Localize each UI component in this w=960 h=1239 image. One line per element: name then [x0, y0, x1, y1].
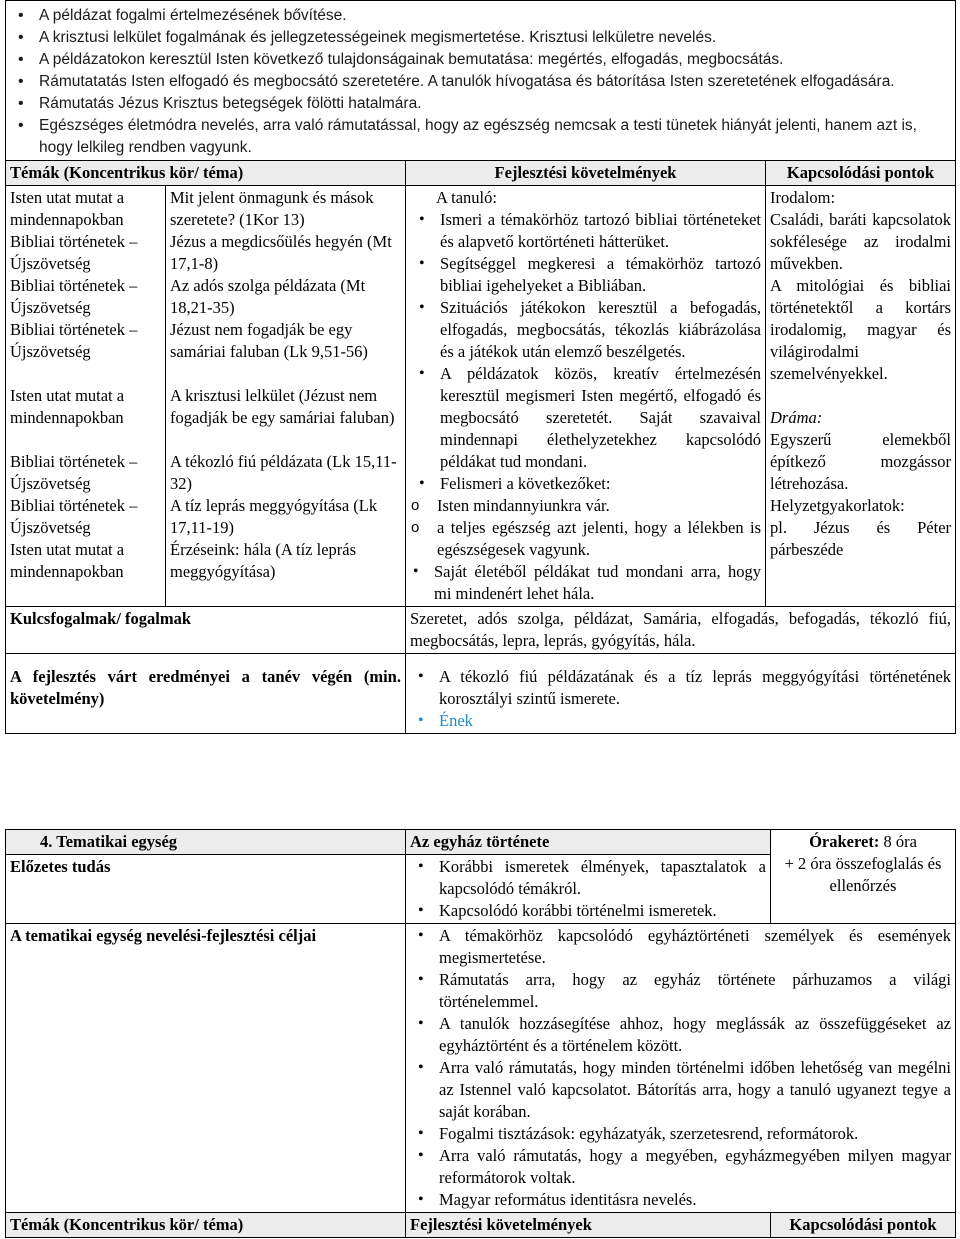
story-item: A tíz leprás meggyógyítása (Lk 17,11-19)	[170, 496, 378, 537]
requirements-list	[411, 209, 761, 605]
intro-goals-list	[10, 5, 951, 159]
header-connections: Kapcsolódási pontok	[771, 1213, 956, 1238]
unit4-hours-value: 8 óra	[883, 832, 917, 851]
content-row	[6, 186, 956, 607]
list-item: • Rámutatatás Isten elfogadó és megbocsátó szeretetére. A tanulók hívogatása és bátorítása Isten szeretetének elfogadására.	[10, 71, 951, 93]
list-item: • Ismeri a témakörhöz tartozó bibliai történeteket és alapvető kortörténeti hátterüket.	[411, 209, 761, 253]
list-item: • A példázatokon keresztül Isten következő tulajdonságainak bemutatása: megértés, elfogadás, megbocsátás.	[10, 49, 951, 71]
unit4-hours-extra: + 2 óra összefoglalás és ellenőrzés	[784, 854, 942, 895]
header-requirements: Fejlesztési követelmények	[406, 1213, 771, 1238]
stories-cell	[166, 186, 406, 607]
literature-item: Családi, baráti kapcsolatok sokfélesége az irodalmi művekben.	[770, 210, 952, 273]
literature-title: Irodalom:	[770, 188, 836, 207]
story-item: Mit jelent önmagunk és mások szeretete? (1Kor 13)	[170, 188, 374, 229]
story-item: A tékozló fiú példázata (Lk 15,11-32)	[170, 452, 397, 493]
unit4-hours-label: Órakeret:	[809, 832, 880, 851]
intro-goals-cell	[6, 1, 956, 161]
list-item: • A tanulók hozzásegítése ahhoz, hogy meglássák az összefüggéseket az egyháztörtént és a történelem között.	[410, 1013, 951, 1057]
outcomes-list	[410, 666, 951, 732]
prior-knowledge-label: Előzetes tudás	[6, 855, 406, 924]
goals-label: A tematikai egység nevelési-fejlesztési céljai	[6, 924, 406, 1213]
outcomes-label: A fejlesztés várt eredményei a tanév végén (min. követelmény)	[6, 654, 406, 734]
theme-item: Bibliai történetek – Újszövetség	[10, 496, 138, 537]
theme-item: Bibliai történetek – Újszövetség	[10, 320, 138, 361]
list-item: • Korábbi ismeretek élmények, tapasztalatok a kapcsolódó témákról.	[410, 856, 766, 900]
list-item: • A példázatok közös, kreatív értelmezésén keresztül megismeri Isten megértő, elfogadó és megbocsátó szeretetét. Saját szavaival mindennapi élethelyzetekhez kapcsolódó példákat tud mondani.	[411, 363, 761, 473]
header-topics: Témák (Koncentrikus kör/ téma)	[6, 1213, 406, 1238]
prior-knowledge-list	[410, 856, 766, 922]
header-connections: Kapcsolódási pontok	[766, 161, 956, 186]
drama-item: Egyszerű elemekből építkező mozgássor létrehozása.	[770, 430, 952, 493]
requirements-cell	[406, 186, 766, 607]
goals-cell	[406, 924, 956, 1213]
unit4-number: 4.	[40, 832, 53, 851]
header-requirements: Fejlesztési követelmények	[406, 161, 766, 186]
outcomes-cell	[406, 654, 956, 734]
key-concepts-label: Kulcsfogalmak/ fogalmak	[6, 607, 406, 654]
connections-cell	[766, 186, 956, 607]
unit4-number-label	[6, 830, 406, 855]
story-item: Az adós szolga példázata (Mt 18,21-35)	[170, 276, 366, 317]
theme-item: Bibliai történetek – Újszövetség	[10, 276, 138, 317]
unit4-title: Az egyház története	[406, 830, 771, 855]
list-item: • Ének	[410, 710, 951, 732]
story-item: A krisztusi lelkület (Jézust nem fogadják be egy samáriai faluban)	[170, 386, 395, 427]
unit4-header-row	[6, 830, 956, 855]
list-item: • A tékozló fiú példázatának és a tíz leprás meggyógyítási történetének korosztályi szintű ismerete.	[410, 666, 951, 710]
themes-cell	[6, 186, 166, 607]
list-item: • Arra való rámutatás, hogy minden történelmi időben lehetőség van megélni az Istennel való kapcsolatot. Bátorítás arra, hogy a tanuló ugyanezt tegye a saját korában.	[410, 1057, 951, 1123]
list-item: • Egészséges életmódra nevelés, arra való rámutatással, hogy az egészség nemcsak a testi tünetek hiányát jelenti, hanem azt is, hogy lelkileg rendben vagyunk.	[10, 115, 951, 159]
theme-item: Bibliai történetek – Újszövetség	[10, 232, 138, 273]
requirements-intro: A tanuló:	[436, 188, 497, 207]
header-topics: Témák (Koncentrikus kör/ téma)	[6, 161, 406, 186]
literature-item: A mitológiai és bibliai történetektől a kortárs irodalomig, magyar és világirodalmi szemelvényekkel.	[770, 276, 952, 383]
unit4-hours-cell	[771, 830, 956, 924]
list-item: • Segítséggel megkeresi a témakörhöz tartozó bibliai igehelyeket a Bibliában.	[411, 253, 761, 297]
list-item: • Arra való rámutatás, hogy a megyében, egyházmegyében milyen magyar reformátorok voltak.	[410, 1145, 951, 1189]
story-item: Jézus a megdicsőülés hegyén (Mt 17,1-8)	[170, 232, 392, 273]
curriculum-table-unit3	[5, 0, 956, 734]
theme-item: Bibliai történetek – Újszövetség	[10, 452, 138, 493]
table-header-row	[6, 161, 956, 186]
goals-row	[6, 924, 956, 1213]
drama-title: Dráma:	[770, 408, 823, 427]
list-item: • Szituációs játékokon keresztül a befogadás, elfogadás, megbocsátás, tékozlás kiábrázolása és a játékok után elemző beszélgetés.	[411, 297, 761, 363]
unit4-label: Tematikai egység	[56, 832, 178, 851]
story-item: Jézust nem fogadják be egy samáriai faluban (Lk 9,51-56)	[170, 320, 368, 361]
list-item: • Kapcsolódó korábbi történelmi ismeretek.	[410, 900, 766, 922]
story-item: Érzéseink: hála (A tíz leprás meggyógyítása)	[170, 540, 357, 581]
drama-item: pl. Jézus és Péter párbeszéde	[770, 518, 952, 559]
curriculum-table-unit4	[5, 829, 956, 1238]
list-item: o Isten mindannyiunkra vár.	[397, 495, 761, 517]
list-item: • Felismeri a következőket:	[411, 473, 761, 495]
list-item: • Fogalmi tisztázások: egyházatyák, szerzetesrend, reformátorok.	[410, 1123, 951, 1145]
list-item: • Saját életéből példákat tud mondani arra, hogy mi mindenért lehet hála.	[405, 561, 761, 605]
goals-list	[410, 925, 951, 1211]
key-concepts-row	[6, 607, 956, 654]
list-item: o a teljes egészség azt jelenti, hogy a lélekben is egészségesek vagyunk.	[397, 517, 761, 561]
key-concepts-value: Szeretet, adós szolga, példázat, Samária, elfogadás, befogadás, tékozló fiú, megbocsátás, lepra, leprás, gyógyítás, hála.	[406, 607, 956, 654]
list-item: • Rámutatás Jézus Krisztus betegségek fölötti hatalmára.	[10, 93, 951, 115]
drama-item: Helyzetgyakorlatok:	[770, 496, 905, 515]
list-item: • A témakörhöz kapcsolódó egyháztörténeti személyek és események megismertetése.	[410, 925, 951, 969]
list-item: • Rámutatás arra, hogy az egyház története párhuzamos a világi történelemmel.	[410, 969, 951, 1013]
prior-knowledge-cell	[406, 855, 771, 924]
unit4-table-header-row	[6, 1213, 956, 1238]
theme-item: Isten utat mutat a mindennapokban	[10, 188, 125, 229]
list-item: • A példázat fogalmi értelmezésének bővítése.	[10, 5, 951, 27]
list-item: • A krisztusi lelkület fogalmának és jellegzetességeinek megismertetése. Krisztusi lelkületre nevelés.	[10, 27, 951, 49]
list-item: • Magyar református identitásra nevelés.	[410, 1189, 951, 1211]
outcomes-row	[6, 654, 956, 734]
theme-item: Isten utat mutat a mindennapokban	[10, 540, 125, 581]
theme-item: Isten utat mutat a mindennapokban	[10, 386, 125, 427]
